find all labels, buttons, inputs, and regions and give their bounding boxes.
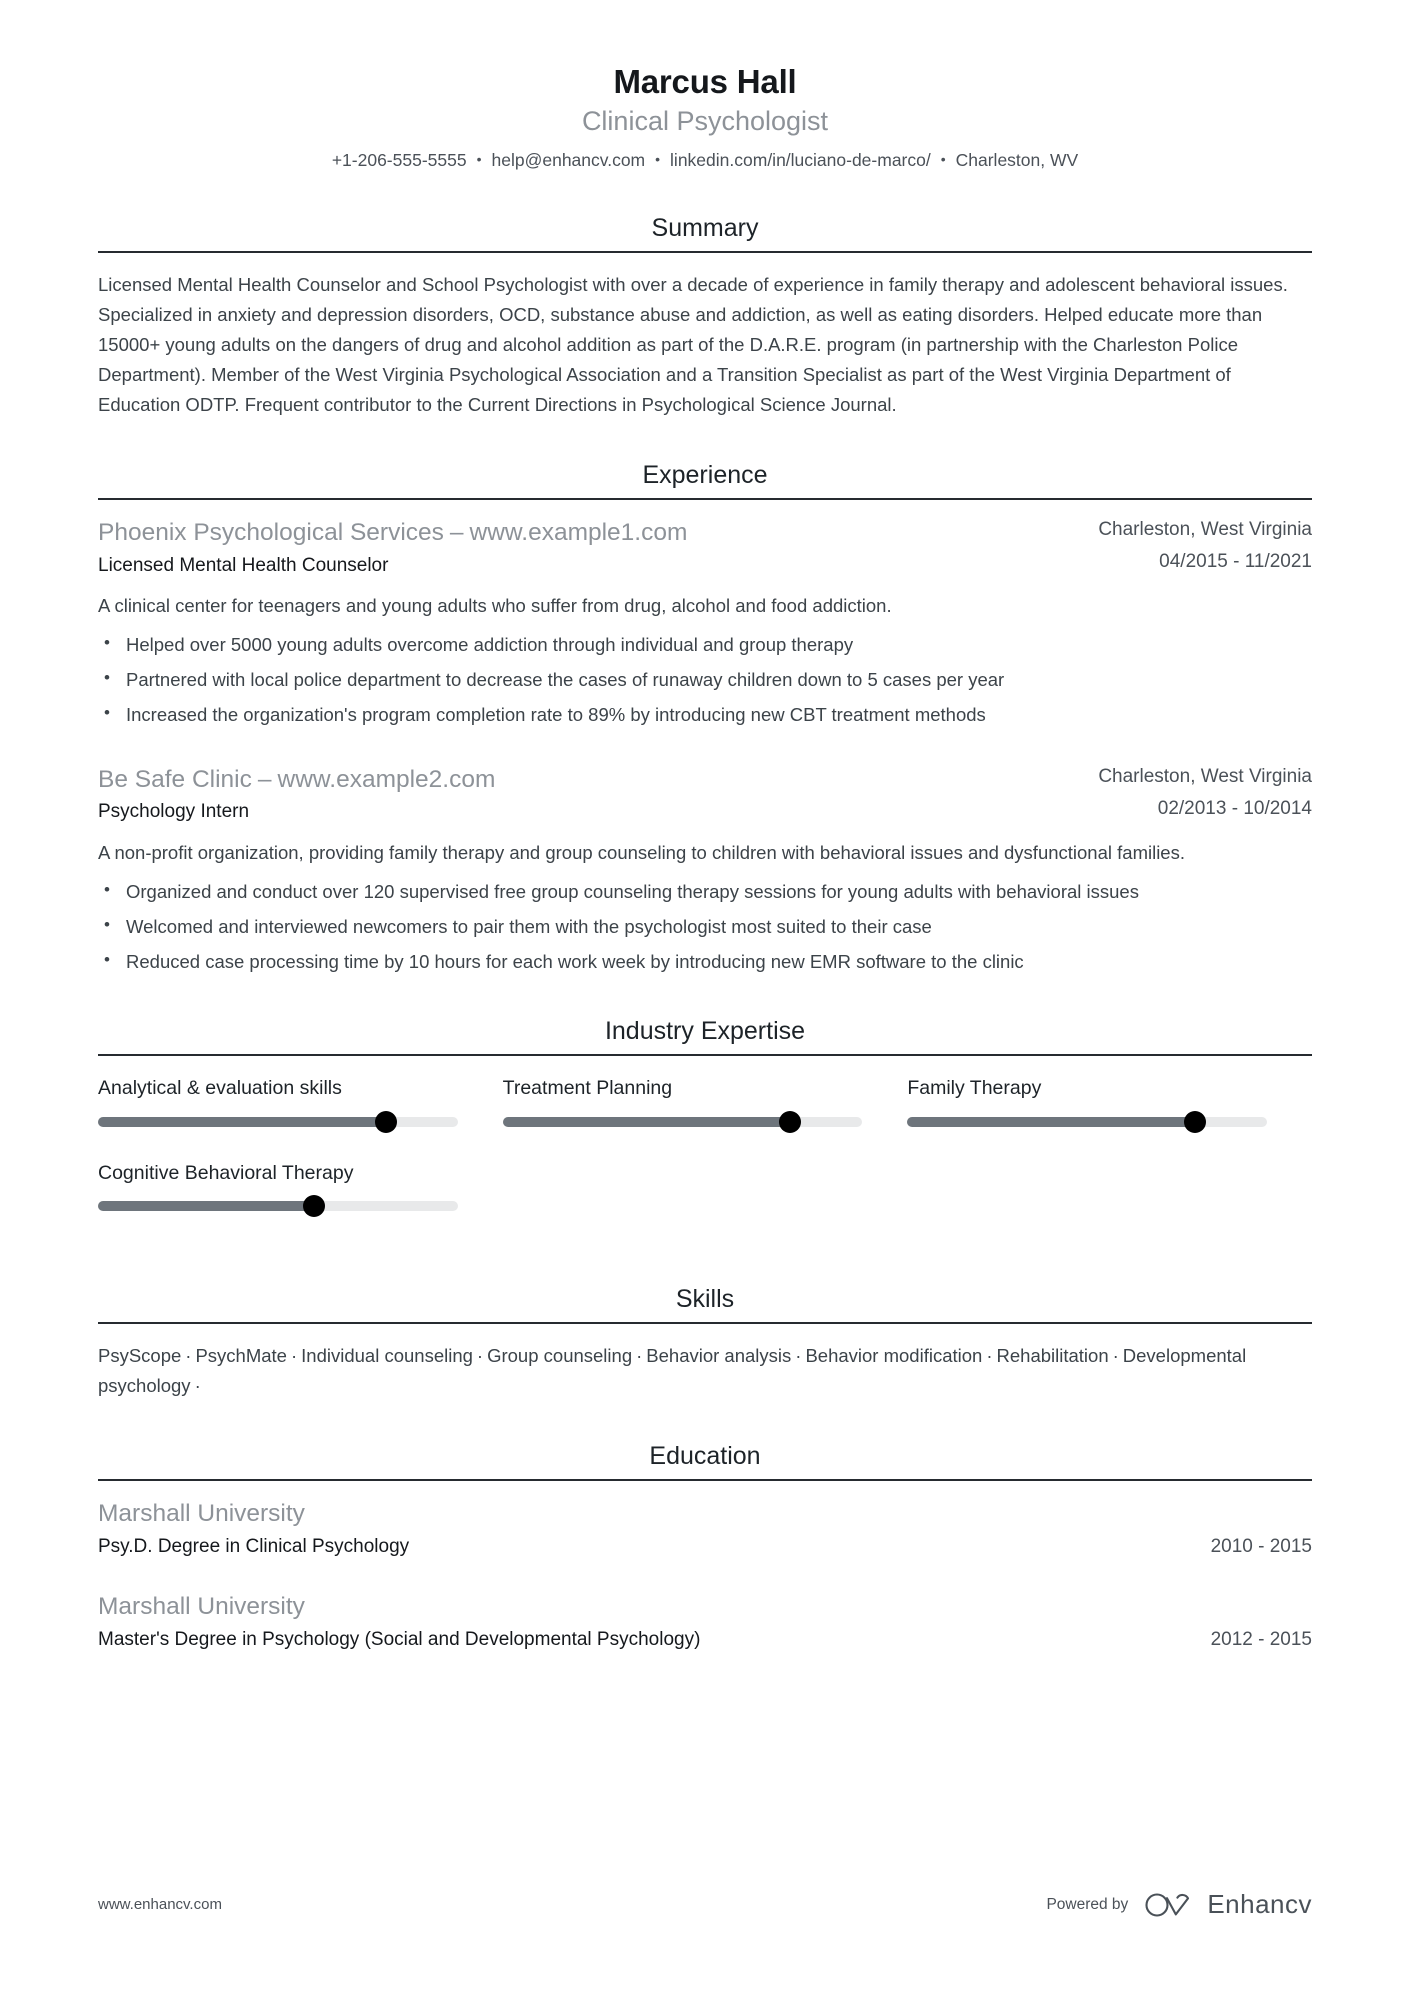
education-detail-row — [98, 1626, 1312, 1654]
education-detail-row — [98, 1533, 1312, 1561]
skill-separator: · — [1112, 1345, 1119, 1367]
skill-item: PsyScope — [98, 1345, 182, 1367]
job-role: Licensed Mental Health Counselor — [98, 554, 389, 576]
job-dates: 04/2015 - 11/2021 — [1159, 551, 1312, 573]
section-industry-expertise — [98, 1016, 1312, 1244]
slider-fill — [98, 1117, 386, 1127]
skill-separator: · — [290, 1345, 298, 1367]
job-bullet-item: • Reduced case processing time by 10 hours for each work week by introducing new EMR software to the clinic — [98, 947, 1312, 977]
contact-separator: • — [655, 151, 661, 168]
education-list — [98, 1481, 1312, 1653]
slider-fill — [907, 1117, 1195, 1127]
expertise-grid — [98, 1075, 1312, 1244]
expertise-slider[interactable] — [907, 1117, 1267, 1127]
section-education — [98, 1441, 1312, 1653]
contact-item[interactable]: linkedin.com/in/luciano-de-marco/ — [670, 150, 931, 171]
enhancv-logo — [1144, 1889, 1312, 1920]
skill-separator: · — [986, 1345, 993, 1367]
section-title-experience: Experience — [642, 460, 768, 489]
company-dash: – — [449, 518, 464, 546]
education-entry — [98, 1498, 1312, 1560]
experience-entry-header — [98, 764, 1312, 826]
slider-fill — [503, 1117, 791, 1127]
expertise-slider[interactable] — [98, 1201, 458, 1211]
company-website-link[interactable]: www.example1.com — [469, 518, 688, 546]
experience-entry — [98, 517, 1312, 730]
section-title-industry-expertise: Industry Expertise — [604, 1017, 806, 1046]
contact-item: +1-206-555-5555 — [331, 150, 467, 171]
job-bullet-item: • Partnered with local police department to decrease the cases of runaway children down to 5 cases per year — [98, 665, 1312, 695]
skill-item: Behavior analysis — [646, 1345, 792, 1367]
expertise-label: Family Therapy — [907, 1077, 1042, 1100]
skill-separator: · — [636, 1345, 643, 1367]
company-website-link[interactable]: www.example2.com — [277, 765, 496, 793]
education-school: Marshall University — [98, 1500, 305, 1528]
contact-separator: • — [940, 151, 946, 168]
section-title-education: Education — [649, 1442, 761, 1471]
slider-knob[interactable] — [375, 1111, 397, 1133]
footer-website-url[interactable]: www.enhancv.com — [98, 1896, 222, 1913]
skill-item: Developmental psychology — [98, 1345, 1247, 1397]
section-skills — [98, 1284, 1312, 1401]
experience-entry-left — [98, 764, 1074, 826]
education-years: 2012 - 2015 — [1210, 1628, 1312, 1650]
job-description: A clinical center for teenagers and young adults who suffer from drug, alcohol and food addiction. — [98, 595, 892, 617]
experience-entry-right — [1074, 517, 1312, 576]
job-description: A non-profit organization, providing family therapy and group counseling to children with behavioral issues and dysfunctional families. — [98, 841, 1185, 863]
company-name — [98, 764, 1074, 796]
expertise-slider[interactable] — [98, 1117, 458, 1127]
slider-knob[interactable] — [1184, 1111, 1206, 1133]
skill-item: Group counseling — [487, 1345, 633, 1367]
skill-item: PsychMate — [195, 1345, 287, 1367]
skill-separator: · — [795, 1345, 802, 1367]
company-name-text: Be Safe Clinic — [98, 765, 252, 793]
experience-entry — [98, 764, 1312, 977]
skill-item: Individual counseling — [301, 1345, 473, 1367]
powered-by-label: Powered by — [1046, 1895, 1129, 1913]
skill-separator: · — [476, 1345, 484, 1367]
expertise-item — [907, 1075, 1312, 1126]
contact-line — [98, 148, 1312, 173]
expertise-label: Cognitive Behavioral Therapy — [98, 1161, 354, 1184]
experience-entry-left — [98, 517, 1074, 579]
job-location: Charleston, West Virginia — [1098, 765, 1312, 787]
slider-fill — [98, 1201, 314, 1211]
experience-entry-header — [98, 517, 1312, 579]
job-title-subtitle: Clinical Psychologist — [581, 106, 829, 137]
job-role: Psychology Intern — [98, 801, 250, 823]
job-bullet-list — [98, 877, 1312, 977]
education-degree: Master's Degree in Psychology (Social and Developmental Psychology) — [98, 1628, 701, 1650]
company-name — [98, 517, 1074, 549]
expertise-label: Analytical & evaluation skills — [98, 1077, 342, 1100]
contact-item[interactable]: help@enhancv.com — [491, 150, 646, 171]
job-bullet-item: • Helped over 5000 young adults overcome addiction through individual and group therapy — [98, 630, 1312, 660]
skill-separator: · — [185, 1345, 192, 1367]
expertise-item — [98, 1075, 503, 1126]
skills-text — [98, 1341, 1312, 1401]
experience-list — [98, 500, 1312, 977]
section-title-summary: Summary — [651, 213, 759, 242]
job-location: Charleston, West Virginia — [1098, 518, 1312, 540]
job-bullet-list — [98, 630, 1312, 730]
contact-separator: • — [476, 151, 482, 168]
expertise-item — [98, 1160, 503, 1211]
job-bullet-item: • Increased the organization's program completion rate to 89% by introducing new CBT treatment methods — [98, 700, 1312, 730]
experience-entry-right — [1074, 764, 1312, 823]
expertise-item — [503, 1075, 908, 1126]
education-entry — [98, 1591, 1312, 1653]
slider-knob[interactable] — [303, 1195, 325, 1217]
summary-text: Licensed Mental Health Counselor and School Psychologist with over a decade of experience in family therapy and adolescent behavioral issues. Specialized in anxiety and depression disorders, OCD, substance abuse and addiction, as well as eating disorders. Helped educate more than 15000+ young adults on the dangers of drug and alcohol addition as part of the D.A.R.E. program (in partnership with the Charleston Police Department). Member of the West Virginia Psychological Association and a Transition Specialist as part of the West Virginia Department of Education ODTP. Frequent contributor to the Current Directions in Psychological Science Journal. — [98, 273, 1288, 415]
skill-separator: · — [194, 1375, 201, 1397]
section-experience — [98, 460, 1312, 977]
page-footer — [98, 1889, 1312, 1920]
slider-knob[interactable] — [779, 1111, 801, 1133]
resume-header — [98, 62, 1312, 173]
contact-item: Charleston, WV — [955, 150, 1079, 171]
job-bullet-item: • Organized and conduct over 120 supervised free group counseling therapy sessions for young adults with behavioral issues — [98, 877, 1312, 907]
expertise-label: Treatment Planning — [502, 1077, 673, 1100]
expertise-slider[interactable] — [503, 1117, 863, 1127]
company-dash: – — [257, 765, 272, 793]
job-bullet-item: • Welcomed and interviewed newcomers to pair them with the psychologist most suited to their case — [98, 912, 1312, 942]
education-school: Marshall University — [98, 1592, 305, 1620]
education-years: 2010 - 2015 — [1210, 1536, 1312, 1558]
job-dates: 02/2013 - 10/2014 — [1157, 798, 1312, 820]
enhancv-wordmark: Enhancv — [1207, 1889, 1312, 1919]
section-title-skills: Skills — [675, 1285, 735, 1314]
company-name-text: Phoenix Psychological Services — [98, 518, 444, 546]
page-title: Marcus Hall — [613, 63, 797, 100]
skill-item: Rehabilitation — [996, 1345, 1109, 1367]
enhancv-mark-icon — [1144, 1890, 1196, 1920]
education-degree: Psy.D. Degree in Clinical Psychology — [98, 1536, 410, 1558]
section-summary — [98, 213, 1312, 420]
skill-item: Behavior modification — [805, 1345, 983, 1367]
